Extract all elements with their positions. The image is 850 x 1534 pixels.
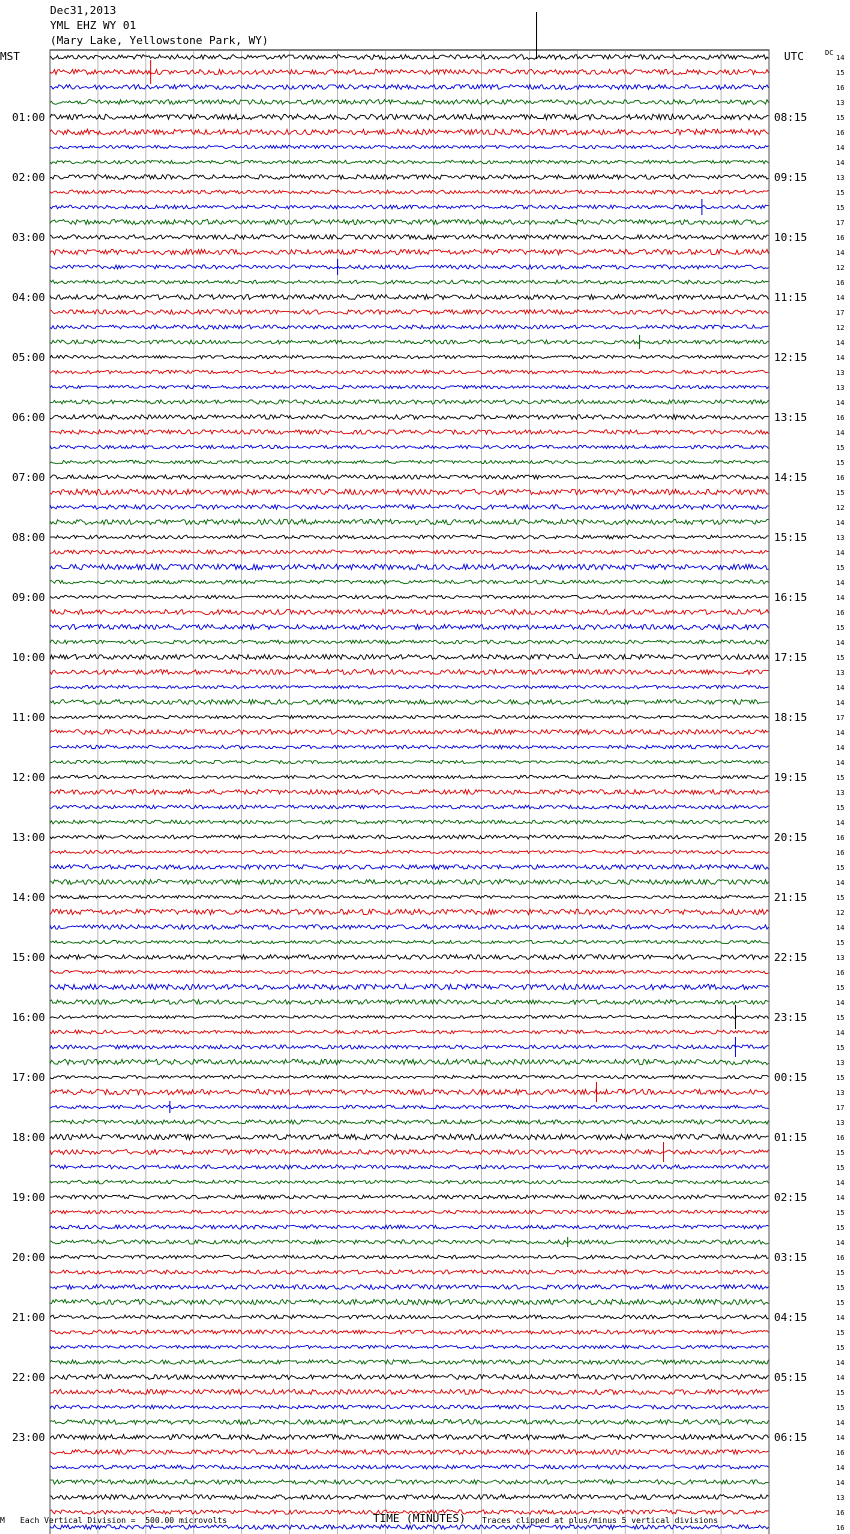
trace-row-50: [50, 805, 769, 809]
trace-row-40: [50, 655, 769, 660]
trace-row-42: [50, 685, 769, 688]
dc-offset-label: 14: [836, 1479, 845, 1487]
dc-offset-label: 12: [836, 909, 845, 917]
right-hour-label: 12:15: [774, 351, 808, 364]
left-hour-label: 20:00: [12, 1251, 46, 1264]
right-hour-label: 13:15: [774, 411, 808, 424]
right-hour-label: 09:15: [774, 171, 808, 184]
trace-row-64: [50, 1015, 769, 1018]
trace-row-48: [50, 775, 769, 778]
trace-row-98: [50, 1525, 769, 1529]
trace-row-80: [50, 1255, 769, 1259]
trace-row-18: [50, 325, 769, 329]
dc-offset-label: 14: [836, 354, 845, 362]
dc-label: DC: [825, 49, 834, 57]
dc-offset-label: 14: [836, 594, 845, 602]
dc-offset-label: 13: [836, 369, 845, 377]
right-hour-label: 22:15: [774, 951, 808, 964]
dc-offset-label: 15: [836, 894, 845, 902]
dc-offset-label: 14: [836, 999, 845, 1007]
dc-offset-label: 13: [836, 99, 845, 107]
trace-row-29: [50, 489, 769, 495]
trace-row-94: [50, 1465, 769, 1469]
dc-offset-label: 13: [836, 1059, 845, 1067]
trace-row-38: [50, 625, 769, 630]
dc-offset-label: 14: [836, 1314, 845, 1322]
right-hour-label: 04:15: [774, 1311, 808, 1324]
dc-offset-label: 14: [836, 519, 845, 527]
dc-offset-label: 14: [836, 144, 845, 152]
trace-row-68: [50, 1075, 769, 1078]
trace-row-75: [50, 1180, 769, 1184]
trace-row-32: [50, 535, 769, 539]
left-hour-label: 06:00: [12, 411, 46, 424]
trace-row-4: [50, 114, 769, 119]
left-hour-label: 11:00: [12, 711, 46, 724]
dc-offset-label: 17: [836, 309, 845, 317]
dc-offset-label: 15: [836, 1044, 845, 1052]
left-hour-label: 07:00: [12, 471, 46, 484]
trace-row-61: [50, 970, 769, 973]
dc-offset-label: 14: [836, 1374, 845, 1382]
dc-offset-label: 15: [836, 1014, 845, 1022]
trace-row-5: [50, 129, 769, 135]
dc-offset-label: 15: [836, 624, 845, 632]
dc-offset-label: 12: [836, 264, 845, 272]
dc-offset-label: 15: [836, 1389, 845, 1397]
trace-row-88: [50, 1375, 769, 1380]
right-timezone-label: UTC: [784, 50, 804, 63]
plot-frame: [50, 50, 769, 1534]
dc-offset-label: 15: [836, 804, 845, 812]
left-hour-label: 21:00: [12, 1311, 46, 1324]
dc-offset-label: 14: [836, 339, 845, 347]
trace-row-8: [50, 175, 769, 180]
station-location: (Mary Lake, Yellowstone Park, WY): [50, 34, 269, 47]
dc-offset-label: 16: [836, 129, 845, 137]
trace-row-30: [50, 505, 769, 510]
dc-offset-label: 16: [836, 1449, 845, 1457]
dc-offset-label: 14: [836, 159, 845, 167]
left-hour-label: 15:00: [12, 951, 46, 964]
dc-offset-label: 16: [836, 969, 845, 977]
dc-offset-label: 15: [836, 69, 845, 77]
dc-offset-label: 15: [836, 489, 845, 497]
left-hour-label: 09:00: [12, 591, 46, 604]
left-hour-label: 04:00: [12, 291, 46, 304]
dc-offset-label: 17: [836, 1104, 845, 1112]
dc-offset-label: 16: [836, 1134, 845, 1142]
right-hour-label: 21:15: [774, 891, 808, 904]
dc-offset-label: 14: [836, 1419, 845, 1427]
trace-row-25: [50, 430, 769, 434]
dc-offset-label: 14: [836, 399, 845, 407]
trace-row-81: [50, 1270, 769, 1274]
dc-offset-label: 16: [836, 279, 845, 287]
dc-offset-label: 15: [836, 564, 845, 572]
left-hour-label: 10:00: [12, 651, 46, 664]
trace-row-41: [50, 670, 769, 675]
right-hour-label: 16:15: [774, 591, 808, 604]
trace-row-39: [50, 640, 769, 644]
dc-offset-label: 14: [836, 1179, 845, 1187]
dc-offset-label: 13: [836, 384, 845, 392]
trace-row-33: [50, 550, 769, 554]
dc-offset-label: 14: [836, 729, 845, 737]
trace-row-95: [50, 1480, 769, 1485]
trace-row-63: [50, 1000, 769, 1005]
right-hour-label: 15:15: [774, 531, 808, 544]
trace-row-89: [50, 1389, 769, 1394]
dc-offset-label: 14: [836, 549, 845, 557]
trace-row-24: [50, 415, 769, 420]
dc-offset-label: 14: [836, 249, 845, 257]
trace-row-6: [50, 145, 769, 148]
trace-row-62: [50, 984, 769, 989]
plot-date: Dec31,2013: [50, 4, 117, 17]
dc-offset-label: 14: [836, 1464, 845, 1472]
trace-row-51: [50, 820, 769, 824]
dc-offset-label: 13: [836, 534, 845, 542]
trace-row-37: [50, 609, 769, 614]
dc-offset-label: 14: [836, 1239, 845, 1247]
trace-row-52: [50, 835, 769, 839]
trace-row-59: [50, 940, 769, 943]
trace-row-66: [50, 1045, 769, 1049]
trace-row-83: [50, 1299, 769, 1304]
trace-row-90: [50, 1405, 769, 1409]
dc-offset-label: 15: [836, 1284, 845, 1292]
dc-offset-label: 14: [836, 744, 845, 752]
dc-offset-label: 14: [836, 1194, 845, 1202]
trace-row-73: [50, 1150, 769, 1155]
dc-offset-label: 15: [836, 864, 845, 872]
right-hour-label: 23:15: [774, 1011, 808, 1024]
station-id: YML EHZ WY 01: [50, 19, 137, 32]
trace-row-82: [50, 1285, 769, 1289]
trace-row-96: [50, 1495, 769, 1500]
right-hour-label: 20:15: [774, 831, 808, 844]
dc-offset-label: 15: [836, 1209, 845, 1217]
trace-row-17: [50, 310, 769, 315]
dc-offset-label: 16: [836, 1254, 845, 1262]
trace-row-49: [50, 790, 769, 795]
dc-offset-label: 14: [836, 879, 845, 887]
dc-offset-label: 12: [836, 504, 845, 512]
right-hour-label: 10:15: [774, 231, 808, 244]
trace-row-7: [50, 160, 769, 164]
dc-offset-label: 14: [836, 429, 845, 437]
trace-row-27: [50, 460, 769, 463]
dc-offset-label: 16: [836, 1524, 845, 1532]
dc-offset-label: 15: [836, 939, 845, 947]
trace-row-45: [50, 730, 769, 735]
dc-offset-label: 13: [836, 669, 845, 677]
left-hour-label: 16:00: [12, 1011, 46, 1024]
right-hour-label: 02:15: [774, 1191, 808, 1204]
left-hour-label: 12:00: [12, 771, 46, 784]
left-hour-label: 03:00: [12, 231, 46, 244]
trace-row-57: [50, 909, 769, 915]
trace-row-14: [50, 265, 769, 269]
dc-offset-label: 13: [836, 789, 845, 797]
dc-offset-label: 15: [836, 1149, 845, 1157]
trace-row-65: [50, 1030, 769, 1034]
dc-offset-label: 15: [836, 114, 845, 122]
dc-offset-label: 14: [836, 684, 845, 692]
trace-row-11: [50, 220, 769, 225]
left-hour-label: 23:00: [12, 1431, 46, 1444]
dc-offset-label: 15: [836, 459, 845, 467]
trace-row-1: [50, 69, 769, 74]
left-hour-label: 18:00: [12, 1131, 46, 1144]
trace-row-19: [50, 340, 769, 344]
right-hour-label: 01:15: [774, 1131, 808, 1144]
dc-offset-label: 16: [836, 414, 845, 422]
trace-row-92: [50, 1435, 769, 1440]
trace-row-76: [50, 1195, 769, 1199]
trace-row-3: [50, 100, 769, 105]
right-hour-label: 06:15: [774, 1431, 808, 1444]
trace-row-44: [50, 715, 769, 718]
dc-offset-label: 13: [836, 954, 845, 962]
trace-row-79: [50, 1240, 769, 1244]
trace-row-34: [50, 564, 769, 569]
left-hour-label: 14:00: [12, 891, 46, 904]
dc-offset-label: 14: [836, 1359, 845, 1367]
trace-row-86: [50, 1345, 769, 1348]
left-hour-label: 13:00: [12, 831, 46, 844]
trace-row-47: [50, 760, 769, 763]
trace-row-15: [50, 280, 769, 284]
dc-offset-label: 14: [836, 54, 845, 62]
trace-row-10: [50, 205, 769, 209]
left-hour-label: 22:00: [12, 1371, 46, 1384]
trace-row-46: [50, 745, 769, 749]
dc-offset-label: 16: [836, 609, 845, 617]
trace-row-43: [50, 700, 769, 705]
trace-row-60: [50, 955, 769, 960]
right-hour-label: 17:15: [774, 651, 808, 664]
right-hour-label: 19:15: [774, 771, 808, 784]
right-hour-label: 00:15: [774, 1071, 808, 1084]
dc-offset-label: 15: [836, 1299, 845, 1307]
trace-row-13: [50, 249, 769, 254]
left-timezone-label: MST: [0, 50, 20, 63]
dc-offset-label: 13: [836, 1494, 845, 1502]
dc-offset-label: 15: [836, 1074, 845, 1082]
trace-row-74: [50, 1165, 769, 1169]
dc-offset-label: 14: [836, 1029, 845, 1037]
left-hour-label: 19:00: [12, 1191, 46, 1204]
dc-offset-label: 17: [836, 714, 845, 722]
right-hour-label: 03:15: [774, 1251, 808, 1264]
trace-row-2: [50, 85, 769, 90]
right-hour-label: 18:15: [774, 711, 808, 724]
trace-row-77: [50, 1210, 769, 1213]
dc-offset-label: 13: [836, 1089, 845, 1097]
trace-row-91: [50, 1420, 769, 1425]
corner-mark: M: [0, 1516, 5, 1525]
left-hour-label: 08:00: [12, 531, 46, 544]
clip-note: Traces clipped at plus/minus 5 vertical divisions: [482, 1516, 719, 1525]
dc-offset-label: 13: [836, 174, 845, 182]
trace-row-36: [50, 595, 769, 599]
trace-row-31: [50, 519, 769, 524]
trace-row-12: [50, 235, 769, 239]
left-hour-label: 05:00: [12, 351, 46, 364]
trace-row-56: [50, 895, 769, 898]
dc-offset-label: 14: [836, 1434, 845, 1442]
left-hour-label: 01:00: [12, 111, 46, 124]
dc-offset-label: 12: [836, 324, 845, 332]
left-hour-label: 02:00: [12, 171, 46, 184]
dc-offset-label: 14: [836, 924, 845, 932]
dc-offset-label: 16: [836, 234, 845, 242]
dc-offset-label: 15: [836, 1344, 845, 1352]
trace-row-54: [50, 865, 769, 870]
dc-offset-label: 14: [836, 819, 845, 827]
trace-row-69: [50, 1089, 769, 1094]
trace-row-67: [50, 1059, 769, 1064]
right-hour-label: 08:15: [774, 111, 808, 124]
dc-offset-label: 15: [836, 1329, 845, 1337]
dc-offset-label: 16: [836, 834, 845, 842]
dc-offset-label: 14: [836, 699, 845, 707]
trace-row-85: [50, 1330, 769, 1334]
trace-row-78: [50, 1225, 769, 1229]
dc-offset-label: 15: [836, 1224, 845, 1232]
trace-row-26: [50, 445, 769, 449]
dc-offset-label: 15: [836, 204, 845, 212]
trace-row-53: [50, 850, 769, 853]
dc-offset-label: 16: [836, 1509, 845, 1517]
trace-row-84: [50, 1315, 769, 1319]
grid-lines: [50, 50, 769, 1534]
trace-row-87: [50, 1360, 769, 1364]
dc-offset-label: 16: [836, 84, 845, 92]
dc-offset-label: 15: [836, 1404, 845, 1412]
dc-offset-label: 14: [836, 639, 845, 647]
dc-offset-label: 15: [836, 1164, 845, 1172]
dc-offset-label: 15: [836, 189, 845, 197]
trace-row-35: [50, 580, 769, 584]
dc-offset-label: 15: [836, 984, 845, 992]
trace-row-58: [50, 925, 769, 930]
dc-offset-label: 17: [836, 219, 845, 227]
dc-offset-label: 15: [836, 654, 845, 662]
trace-row-20: [50, 355, 769, 358]
trace-row-16: [50, 295, 769, 300]
dc-offset-label: 13: [836, 1119, 845, 1127]
trace-row-93: [50, 1450, 769, 1455]
dc-offset-label: 15: [836, 444, 845, 452]
trace-row-71: [50, 1120, 769, 1124]
trace-row-0: [50, 55, 769, 60]
trace-row-22: [50, 385, 769, 388]
dc-offset-label: 15: [836, 774, 845, 782]
left-hour-label: 17:00: [12, 1071, 46, 1084]
trace-row-28: [50, 475, 769, 479]
dc-offset-label: 14: [836, 579, 845, 587]
dc-offset-label: 14: [836, 294, 845, 302]
dc-offset-label: 16: [836, 474, 845, 482]
right-hour-label: 05:15: [774, 1371, 808, 1384]
trace-row-21: [50, 370, 769, 374]
dc-offset-label: 15: [836, 1269, 845, 1277]
trace-row-55: [50, 880, 769, 885]
axis-labels: [12, 54, 844, 1534]
trace-row-70: [50, 1105, 769, 1109]
trace-row-23: [50, 400, 769, 404]
dc-offset-label: 14: [836, 759, 845, 767]
trace-row-72: [50, 1134, 769, 1139]
right-hour-label: 11:15: [774, 291, 808, 304]
seismic-traces: [50, 12, 769, 1534]
x-axis-title: TIME (MINUTES): [373, 1512, 466, 1525]
right-hour-label: 14:15: [774, 471, 808, 484]
dc-offset-label: 16: [836, 849, 845, 857]
scale-note: Each Vertical Division = 500.00 microvolts: [20, 1516, 228, 1525]
trace-row-9: [50, 190, 769, 194]
